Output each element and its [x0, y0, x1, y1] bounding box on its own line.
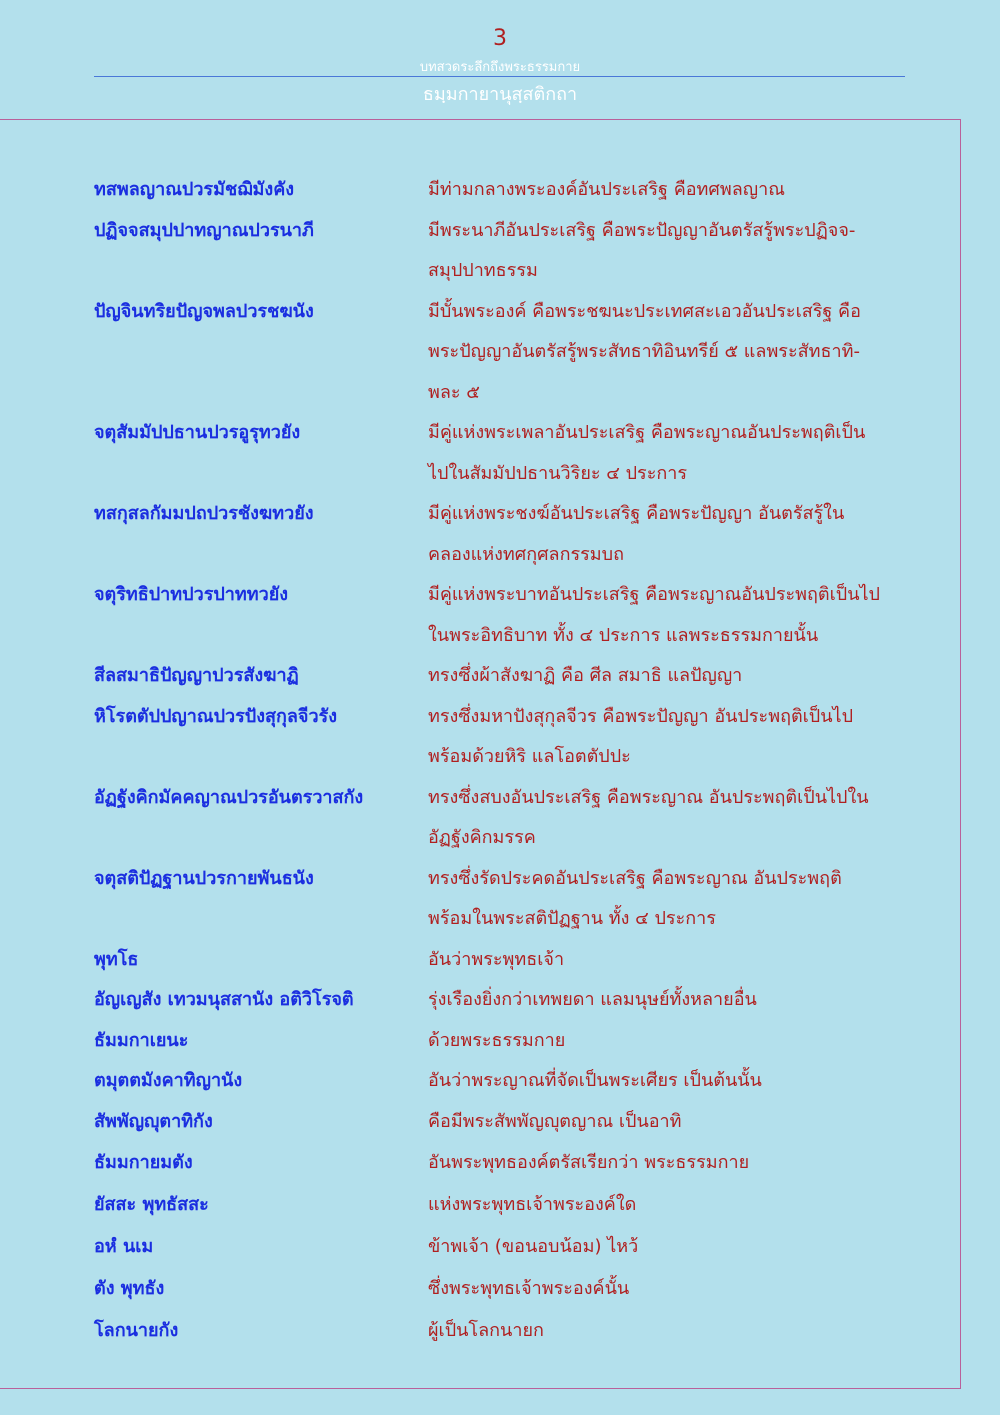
translation-line: ด้วยพระธรรมกาย: [428, 1029, 566, 1051]
translation-line: อันว่าพระญาณที่จัดเป็นพระเศียร เป็นต้นนั้น: [428, 1070, 762, 1091]
translation-line: ทรงซึ่งมหาปังสุกุลจีวร คือพระปัญญา อันประพฤติเป็นไป: [428, 705, 854, 727]
verse-row: [94, 575, 906, 656]
pali-term: พุทโธ: [94, 948, 139, 970]
verse-row: [94, 413, 906, 494]
verse-row: [94, 211, 906, 292]
thai-translation: [428, 980, 906, 1021]
pali-term: จตุสติปัฏฐานปวรกายพันธนัง: [94, 867, 314, 889]
verse-row: [94, 1142, 906, 1184]
translation-line: มีบั้นพระองค์ คือพระชฆนะประเทศสะเอวอันประเสริฐ คือ: [428, 300, 861, 322]
translation-line: มีคู่แห่งพระเพลาอันประเสริฐ คือพระญาณอันประพฤติเป็น: [428, 422, 866, 443]
translation-line: มีพระนาภีอันประเสริฐ คือพระปัญญาอันตรัสรู้พระปฏิจจ-: [428, 219, 856, 241]
verse-row: [94, 292, 906, 414]
pali-term: อัญเญสัง เทวมนุสสานัง อติวิโรจติ: [94, 989, 354, 1010]
thai-translation: [428, 1184, 906, 1226]
pali-term: ทสกุสลกัมมปถปวรชังฆทวยัง: [94, 503, 314, 524]
thai-translation: [428, 575, 906, 656]
thai-translation: [428, 1061, 906, 1102]
pali-term: ธัมมกายมตัง: [94, 1152, 193, 1173]
verse-row: [94, 778, 906, 859]
thai-translation: [428, 940, 906, 981]
thai-translation: [428, 1310, 906, 1352]
translation-line: ในพระอิทธิบาท ทั้ง ๔ ประการ แลพระธรรมกายนั้น: [428, 624, 819, 646]
pali-term: สีลสมาธิปัญญาปวรสังฆาฏิ: [94, 665, 299, 686]
pali-term: หิโรตตัปปญาณปวรปังสุกุลจีวรัง: [94, 705, 338, 727]
pali-term: ยัสสะ พุทธัสสะ: [94, 1194, 209, 1215]
verse-row: [94, 1021, 906, 1062]
pali-term: ตมุตตมังคาทิญานัง: [94, 1070, 243, 1091]
translation-line: พละ ๕: [428, 381, 480, 403]
verse-row: [94, 1226, 906, 1268]
translation-line: พร้อมในพระสติปัฏฐาน ทั้ง ๔ ประการ: [428, 908, 716, 929]
translation-line: มีคู่แห่งพระชงฆ์อันประเสริฐ คือพระปัญญา อันตรัสรู้ใน: [428, 503, 845, 524]
page-number: 3: [493, 26, 507, 51]
pali-term: สัพพัญญุตาทิกัง: [94, 1110, 213, 1132]
pali-term: จตุสัมมัปปธานปวรอูรุทวยัง: [94, 422, 301, 443]
header-title: ธมฺมกายานุสฺสติกถา: [422, 84, 578, 105]
pali-term: ธัมมกาเยนะ: [94, 1029, 189, 1051]
translation-line: คลองแห่งทศกุศลกรรมบถ: [428, 543, 624, 565]
translation-line: ซึ่งพระพุทธเจ้าพระองค์นั้น: [428, 1278, 630, 1299]
verse-row: [94, 980, 906, 1021]
thai-translation: [428, 1226, 906, 1268]
thai-translation: [428, 656, 906, 697]
translation-line: พร้อมด้วยหิริ แลโอตตัปปะ: [428, 746, 631, 767]
translation-line: ทรงซึ่งสบงอันประเสริฐ คือพระญาณ อันประพฤติเป็นไปใน: [428, 786, 869, 808]
verse-row: [94, 1184, 906, 1226]
thai-translation: [428, 1021, 906, 1062]
translation-line: รุ่งเรืองยิ่งกว่าเทพยดา แลมนุษย์ทั้งหลายอื่น: [428, 989, 757, 1010]
verse-row: [94, 1268, 906, 1310]
thai-translation: [428, 494, 906, 575]
pali-term: ปฏิจจสมุปปาทญาณปวรนาภี: [94, 219, 314, 241]
translation-line: อัฏฐังคิกมรรค: [428, 827, 536, 848]
verse-row: [94, 940, 906, 981]
verse-row: [94, 1061, 906, 1102]
pali-term: อหํ นเม: [94, 1236, 154, 1257]
thai-translation: [428, 1142, 906, 1184]
pali-term: ตัง พุทธัง: [94, 1278, 165, 1299]
thai-translation: [428, 778, 906, 859]
pali-term: จตุริทธิปาทปวรปาททวยัง: [94, 584, 289, 605]
thai-translation: [428, 292, 906, 414]
thai-translation: [428, 859, 906, 940]
verse-list: [94, 170, 906, 1352]
translation-line: ผู้เป็นโลกนายก: [428, 1320, 544, 1341]
thai-translation: [428, 697, 906, 778]
thai-translation: [428, 1268, 906, 1310]
pali-term: โลกนายกัง: [94, 1320, 179, 1341]
verse-row: [94, 656, 906, 697]
translation-line: ไปในสัมมัปปธานวิริยะ ๔ ประการ: [428, 462, 688, 484]
header-subtitle: บทสวดระลึกถึงพระธรรมกาย: [419, 60, 581, 75]
translation-line: อันพระพุทธองค์ตรัสเรียกว่า พระธรรมกาย: [428, 1152, 750, 1173]
thai-translation: [428, 170, 906, 211]
translation-line: สมุปปาทธรรม: [428, 260, 538, 281]
verse-row: [94, 859, 906, 940]
translation-line: ทรงซึ่งรัดประคดอันประเสริฐ คือพระญาณ อันประพฤติ: [428, 867, 842, 889]
translation-line: มีท่ามกลางพระองค์อันประเสริฐ คือทศพลญาณ: [428, 179, 785, 200]
thai-translation: [428, 413, 906, 494]
translation-line: อันว่าพระพุทธเจ้า: [428, 948, 565, 970]
verse-row: [94, 1310, 906, 1352]
page-header: [0, 0, 1000, 110]
translation-line: ข้าพเจ้า (ขอนอบน้อม) ไหว้: [428, 1236, 639, 1257]
translation-line: ทรงซึ่งผ้าสังฆาฏิ คือ ศีล สมาธิ แลปัญญา: [428, 665, 743, 686]
thai-translation: [428, 211, 906, 292]
translation-line: มีคู่แห่งพระบาทอันประเสริฐ คือพระญาณอันประพฤติเป็นไป: [428, 584, 880, 605]
verse-row: [94, 1102, 906, 1143]
pali-term: ทสพลญาณปวรมัชฌิมังคัง: [94, 179, 295, 200]
pali-term: อัฏฐังคิกมัคคญาณปวรอันตรวาสกัง: [94, 786, 364, 808]
verse-row: [94, 697, 906, 778]
translation-line: คือมีพระสัพพัญญุตญาณ เป็นอาทิ: [428, 1110, 682, 1132]
verse-row: [94, 170, 906, 211]
translation-line: แห่งพระพุทธเจ้าพระองค์ใด: [428, 1194, 637, 1215]
verse-row: [94, 494, 906, 575]
header-rule: [94, 76, 905, 77]
pali-term: ปัญจินทริยปัญจพลปวรชฆนัง: [94, 300, 314, 322]
translation-line: พระปัญญาอันตรัสรู้พระสัทธาทิอินทรีย์ ๕ แลพระสัทธาทิ-: [428, 341, 860, 362]
thai-translation: [428, 1102, 906, 1143]
